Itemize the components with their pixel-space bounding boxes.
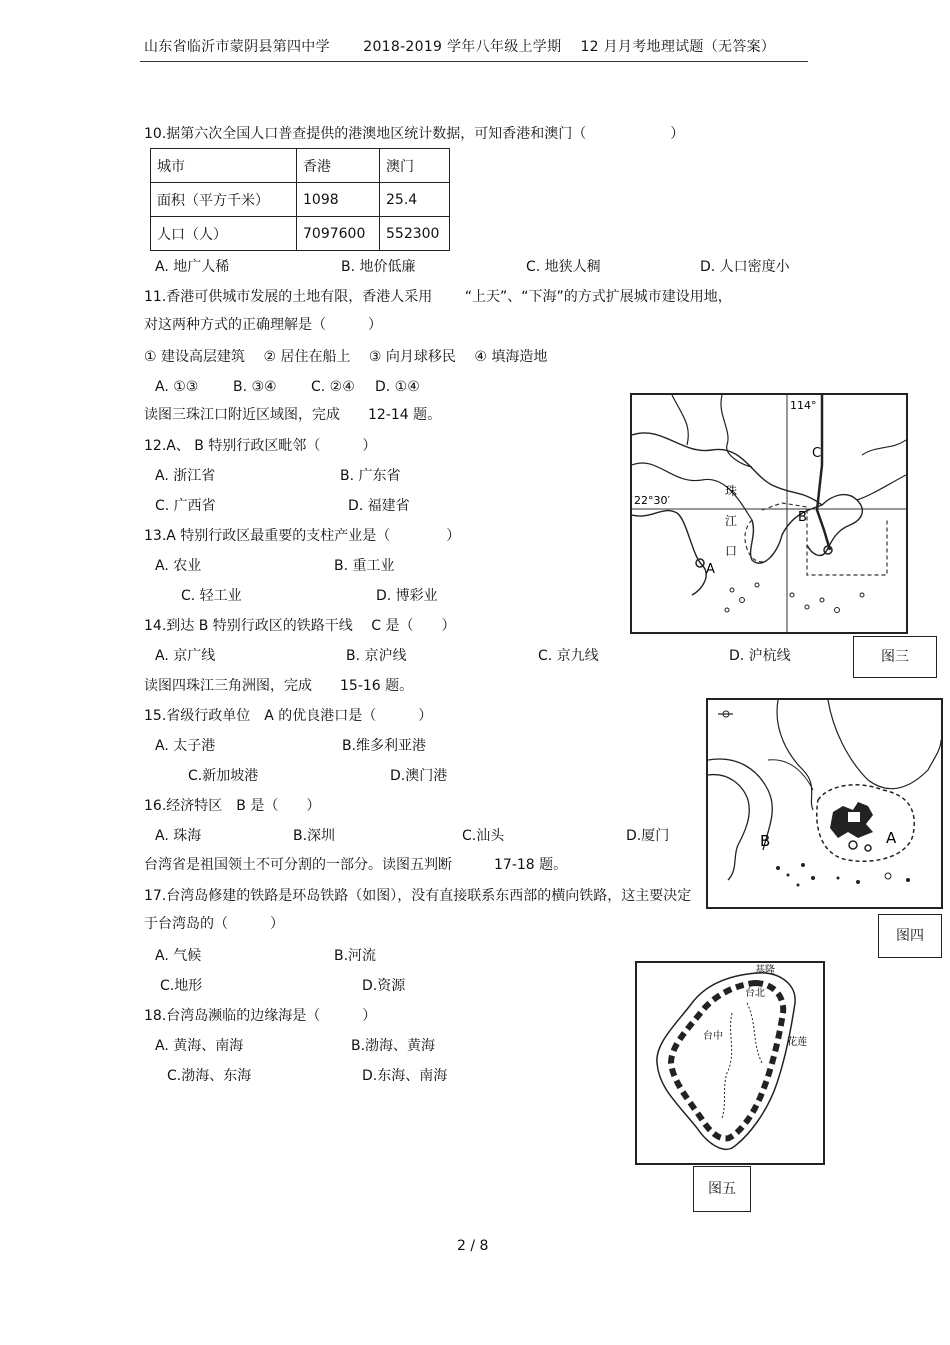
q12-stem: 12.A、 B 特别行政区毗邻（ ） (144, 438, 377, 454)
q10-stem: 10.据第六次全国人口普查提供的港澳地区统计数据，可知香港和澳门（ ） (144, 126, 685, 142)
q13-option-b[interactable]: B. 重工业 (334, 558, 395, 574)
q12-option-d[interactable]: D. 福建省 (348, 498, 410, 514)
fig3-latitude-label: 22°30′ (634, 494, 670, 507)
q10-option-c[interactable]: C. 地狭人稠 (526, 259, 601, 275)
q14-option-d[interactable]: D. 沪杭线 (729, 648, 791, 664)
city-taipei: 台北 (745, 988, 765, 999)
q17-stem-line2: 于台湾岛的（ ） (144, 916, 284, 932)
fig3-label-a: A (706, 562, 715, 577)
table-row (151, 217, 450, 251)
city-keelung: 基隆 (755, 965, 775, 976)
q10-option-a[interactable]: A. 地广人稀 (155, 259, 230, 275)
q11-stem-line1: 11.香港可供城市发展的土地有限，香港人采用 “上天”、“下海”的方式扩展城市建设用地， (144, 289, 732, 305)
pearl-river-delta-map (708, 700, 941, 907)
q11-option-c[interactable]: C. ②④ (311, 379, 355, 395)
table-header-cell: 城市 (151, 149, 297, 183)
q12-option-c[interactable]: C. 广西省 (155, 498, 216, 514)
table-cell: 7097600 (297, 217, 380, 251)
q16-option-d[interactable]: D.厦门 (626, 828, 670, 844)
fig4-label-a: A (886, 829, 897, 847)
q18-option-d[interactable]: D.东海、南海 (362, 1068, 448, 1084)
table-header-row (151, 149, 450, 183)
header-divider (140, 61, 808, 62)
figure-4-map (706, 698, 943, 909)
q16-stem: 16.经济特区 B 是（ ） (144, 798, 321, 814)
q11-stem-line2: 对这两种方式的正确理解是（ ） (144, 317, 382, 333)
q18-option-b[interactable]: B.渤海、黄海 (351, 1038, 436, 1054)
q15-option-d[interactable]: D.澳门港 (390, 768, 448, 784)
fig3-river-char-1: 珠 (725, 484, 738, 498)
city-hualien: 花莲 (787, 1037, 807, 1048)
q17-option-c[interactable]: C.地形 (160, 978, 203, 994)
fig3-river-char-2: 江 (725, 514, 738, 528)
q11-option-a[interactable]: A. ①③ (155, 379, 199, 395)
figure-3-caption: 图三 (853, 636, 937, 678)
figure-4-caption: 图四 (878, 914, 942, 958)
figure-5-caption: 图五 (693, 1166, 751, 1212)
q17-stem-line1: 17.台湾岛修建的铁路是环岛铁路（如图），没有直接联系东西部的横向铁路，这主要决定 (144, 888, 692, 904)
q12-option-a[interactable]: A. 浙江省 (155, 468, 216, 484)
page-number: 2 / 8 (457, 1238, 489, 1254)
table-row (151, 183, 450, 217)
q16-option-a[interactable]: A. 珠海 (155, 828, 202, 844)
intro-12-14: 读图三珠江口附近区域图，完成 12-14 题。 (144, 407, 442, 423)
q18-stem: 18.台湾岛濒临的边缘海是（ ） (144, 1008, 377, 1024)
q15-option-b[interactable]: B.维多利亚港 (342, 738, 427, 754)
q10-option-b[interactable]: B. 地价低廉 (341, 259, 416, 275)
fig3-label-c: C (812, 446, 822, 461)
intro-17-18: 台湾省是祖国领土不可分割的一部分。读图五判断 17-18 题。 (144, 857, 568, 873)
pearl-river-estuary-map (632, 395, 906, 632)
q14-option-b[interactable]: B. 京沪线 (346, 648, 407, 664)
page-header: 山东省临沂市蒙阴县第四中学 2018-2019 学年八年级上学期 12 月月考地理试题（无答案） (144, 39, 776, 55)
q13-option-a[interactable]: A. 农业 (155, 558, 202, 574)
fig3-label-b: B (798, 510, 807, 525)
q13-option-c[interactable]: C. 轻工业 (181, 588, 242, 604)
figure-5-map (635, 961, 825, 1165)
table-header-cell: 香港 (297, 149, 380, 183)
fig4-label-b: B (760, 832, 771, 850)
fig3-longitude-label: 114° (790, 399, 817, 412)
q13-stem: 13.A 特别行政区最重要的支柱产业是（ ） (144, 528, 461, 544)
table-cell: 25.4 (380, 183, 450, 217)
q11-choices: ① 建设高层建筑 ② 居住在船上 ③ 向月球移民 ④ 填海造地 (144, 349, 548, 365)
intro-15-16: 读图四珠江三角洲图，完成 15-16 题。 (144, 678, 414, 694)
q11-option-d[interactable]: D. ①④ (375, 379, 420, 395)
q14-stem: 14.到达 B 特别行政区的铁路干线 C 是（ ） (144, 618, 456, 634)
q11-option-b[interactable]: B. ③④ (233, 379, 277, 395)
table-cell: 1098 (297, 183, 380, 217)
q18-option-c[interactable]: C.渤海、东海 (167, 1068, 252, 1084)
population-table (150, 148, 450, 251)
q16-option-c[interactable]: C.汕头 (462, 828, 505, 844)
q16-option-b[interactable]: B.深圳 (293, 828, 336, 844)
q14-option-c[interactable]: C. 京九线 (538, 648, 599, 664)
q15-option-c[interactable]: C.新加坡港 (188, 768, 259, 784)
q18-option-a[interactable]: A. 黄海、南海 (155, 1038, 244, 1054)
table-header-cell: 澳门 (380, 149, 450, 183)
table-cell: 人口（人） (151, 217, 297, 251)
fig3-river-char-3: 口 (725, 544, 738, 558)
table-cell: 面积（平方千米） (151, 183, 297, 217)
figure-3-map (630, 393, 908, 634)
q14-option-a[interactable]: A. 京广线 (155, 648, 216, 664)
q12-option-b[interactable]: B. 广东省 (340, 468, 401, 484)
table-cell: 552300 (380, 217, 450, 251)
q17-option-d[interactable]: D.资源 (362, 978, 406, 994)
q15-option-a[interactable]: A. 太子港 (155, 738, 216, 754)
q17-option-b[interactable]: B.河流 (334, 948, 377, 964)
q15-stem: 15.省级行政单位 A 的优良港口是（ ） (144, 708, 433, 724)
q13-option-d[interactable]: D. 博彩业 (376, 588, 438, 604)
city-taichung: 台中 (703, 1031, 723, 1042)
q17-option-a[interactable]: A. 气候 (155, 948, 202, 964)
taiwan-railway-map (637, 963, 823, 1163)
q10-option-d[interactable]: D. 人口密度小 (700, 259, 790, 275)
